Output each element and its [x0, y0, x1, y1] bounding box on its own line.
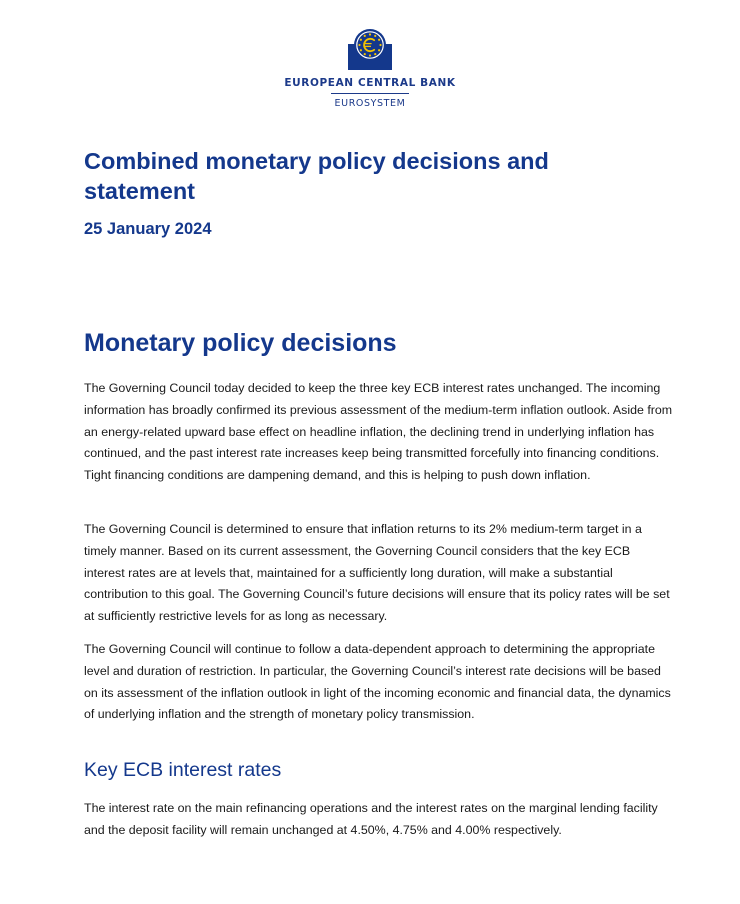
- paragraph: The Governing Council today decided to keep the three key ECB interest rates unchanged. The incoming information has broadly confirmed its previous assessment of the medium-term inflation outlook. Aside from an energy-related upward base effect on headline inflation, the declining trend in underlying inflation has continued, and the past interest rate increases keep being transmitted forcefully into financing conditions. Tight financing conditions are dampening demand, and this is helping to push down inflation.: [84, 381, 673, 483]
- document-title: Combined monetary policy decisions and statement: [84, 148, 549, 204]
- paragraph: The interest rate on the main refinancing operations and the interest rates on the marginal lending facility and the deposit facility will remain unchanged at 4.50%, 4.75% and 4.00% respectively.: [84, 801, 658, 837]
- logo-divider: [331, 93, 409, 94]
- document-date: 25 January 2024: [84, 220, 212, 238]
- bank-name: EUROPEAN CENTRAL BANK: [284, 77, 456, 89]
- paragraph: The Governing Council will continue to follow a data-dependent approach to determining the appropriate level and duration of restriction. In particular, the Governing Council’s interest rate decisions will be based on its assessment of the inflation outlook in light of the incoming economic and financial data, the dynamics of underlying inflation and the strength of monetary policy transmission.: [84, 642, 671, 722]
- section-heading-key-rates: Key ECB interest rates: [84, 759, 282, 781]
- section-heading-decisions: Monetary policy decisions: [84, 329, 397, 357]
- ecb-euro-logo-icon: [348, 28, 392, 70]
- paragraph: The Governing Council is determined to ensure that inflation returns to its 2% medium-term target in a timely manner. Based on its current assessment, the Governing Council considers that the key ECB interest rates are at levels that, maintained for a sufficiently long duration, will make a substantial contribution to this goal. The Governing Council’s future decisions will ensure that its policy rates will be set at sufficiently restrictive levels for as long as necessary.: [84, 522, 670, 624]
- eurosystem-label: EUROSYSTEM: [334, 98, 406, 109]
- ecb-logo: [0, 28, 740, 109]
